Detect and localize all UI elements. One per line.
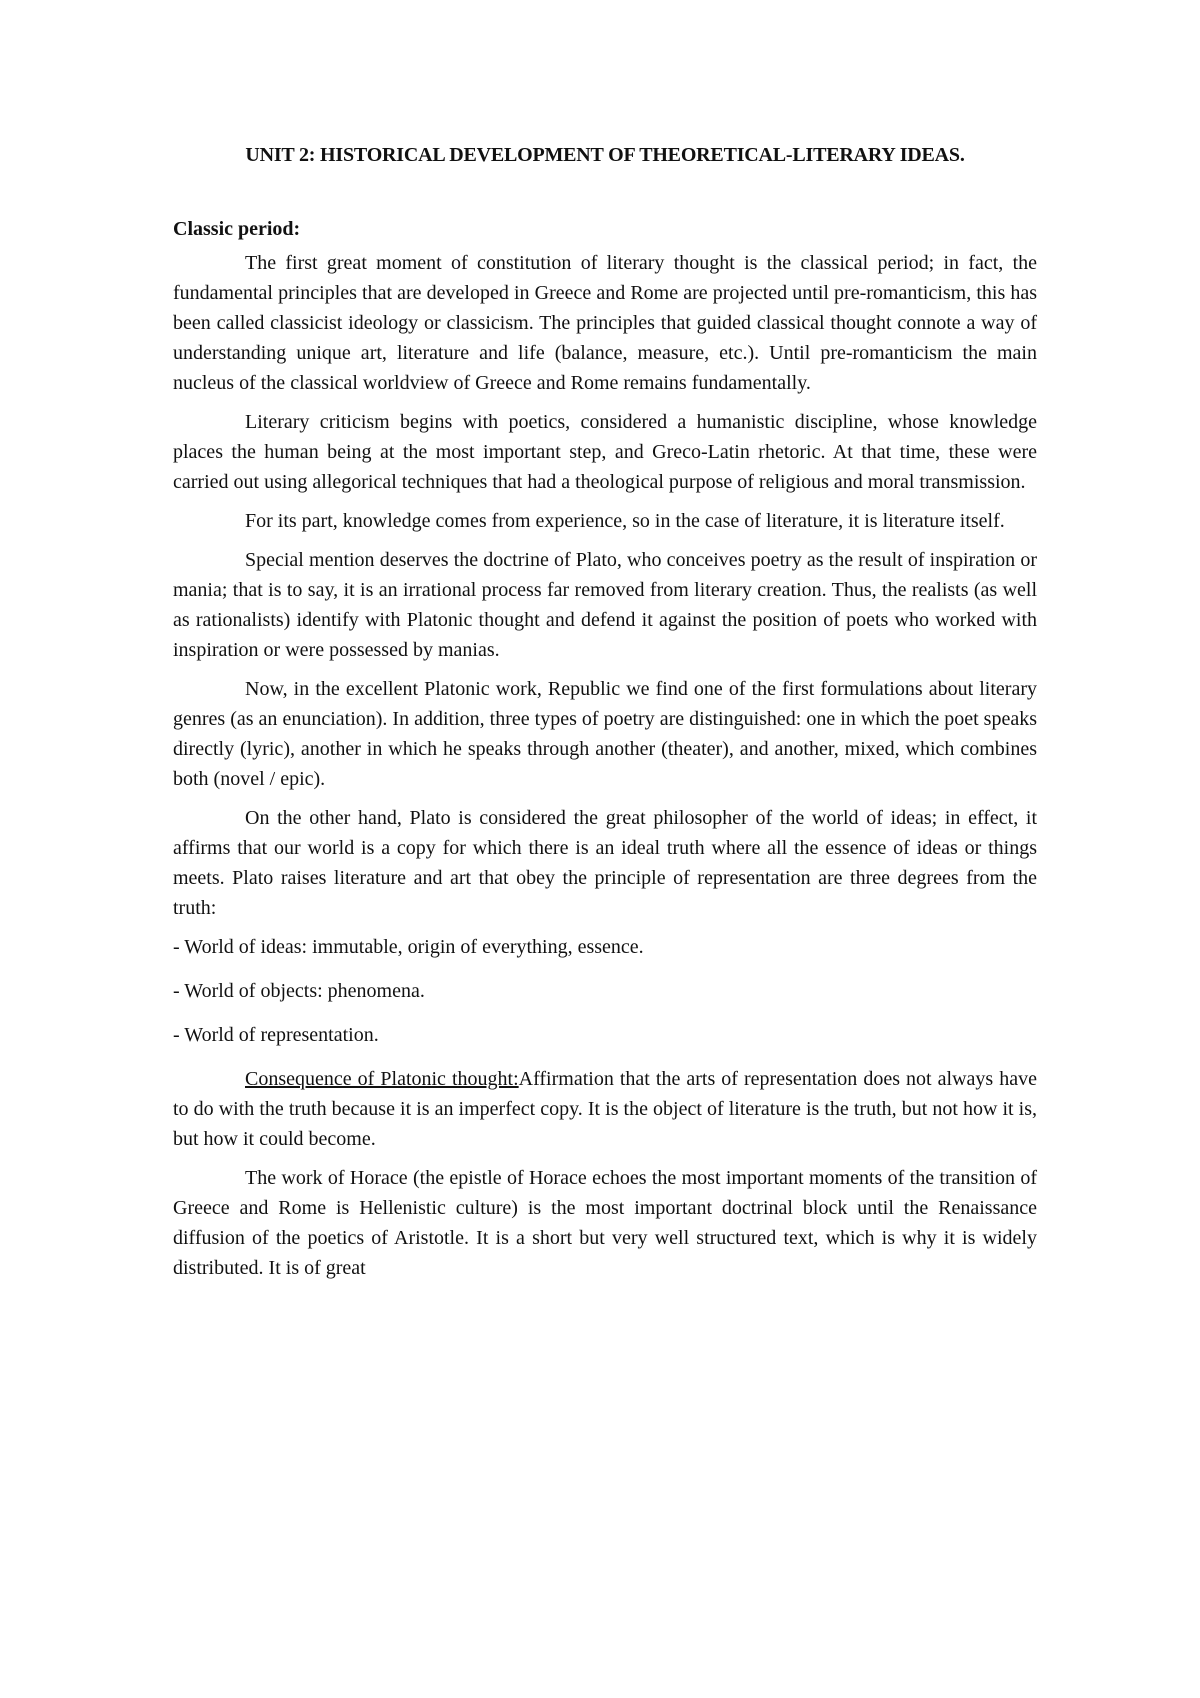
list-item-world-of-ideas: - World of ideas: immutable, origin of everything, essence. (173, 936, 644, 958)
paragraph-classical-period: The first great moment of constitution of literary thought is the classical period; in fact, the fundamental principles that are developed in Greece and Rome are projected until pre-romanticism, this has been called classicist ideology or classicism. The principles that guided classical thought connote a way of understanding unique art, literature and life (balance, measure, etc.). Until pre-romanticism the main nucleus of the classical worldview of Greece and Rome remains fundamentally. (173, 252, 1037, 394)
paragraph-world-of-ideas: On the other hand, Plato is considered the great philosopher of the world of ideas; in effect, it affirms that our world is a copy for which there is an ideal truth where all the essence of ideas or things meets. Plato raises literature and art that obey the principle of representation are three degrees from the truth: (173, 807, 1037, 919)
page-content (173, 140, 1037, 1283)
list-item-world-of-representation: - World of representation. (173, 1024, 379, 1046)
paragraph-republic-genres: Now, in the excellent Platonic work, Republic we find one of the first formulations about literary genres (as an enunciation). In addition, three types of poetry are distinguished: one in which the poet speaks directly (lyric), another in which he speaks through another (theater), and another, mixed, which combines both (novel / epic). (173, 678, 1037, 790)
paragraph-knowledge-experience: For its part, knowledge comes from experience, so in the case of literature, it is literature itself. (245, 510, 1005, 532)
list-item-world-of-objects: - World of objects: phenomena. (173, 980, 425, 1002)
paragraph-literary-criticism: Literary criticism begins with poetics, considered a humanistic discipline, whose knowledge places the human being at the most important step, and Greco-Latin rhetoric. At that time, these were carried out using allegorical techniques that had a theological purpose of religious and moral transmission. (173, 411, 1037, 493)
paragraph-horace: The work of Horace (the epistle of Horace echoes the most important moments of the transition of Greece and Rome is Hellenistic culture) is the most important doctrinal block until the Renaissance diffusion of the poetics of Aristotle. It is a short but very well structured text, which is why it is widely distributed. It is of great (173, 1167, 1037, 1279)
page-title: UNIT 2: HISTORICAL DEVELOPMENT OF THEORETICAL-LITERARY IDEAS. (245, 144, 965, 166)
paragraph-consequence (173, 1064, 1037, 1154)
consequence-text: Affirmation that the arts of representation does not always have to do with the truth because it is an imperfect copy. It is the object of literature is the truth, but not how it is, but how it could become. (173, 1068, 1037, 1150)
section-heading: Classic period: (173, 218, 301, 240)
paragraph-plato-doctrine: Special mention deserves the doctrine of Plato, who conceives poetry as the result of inspiration or mania; that is to say, it is an irrational process far removed from literary creation. Thus, the realists (as well as rationalists) identify with Platonic thought and defend it against the position of poets who worked with inspiration or were possessed by manias. (173, 549, 1037, 661)
consequence-label: Consequence of Platonic thought: (245, 1068, 519, 1090)
